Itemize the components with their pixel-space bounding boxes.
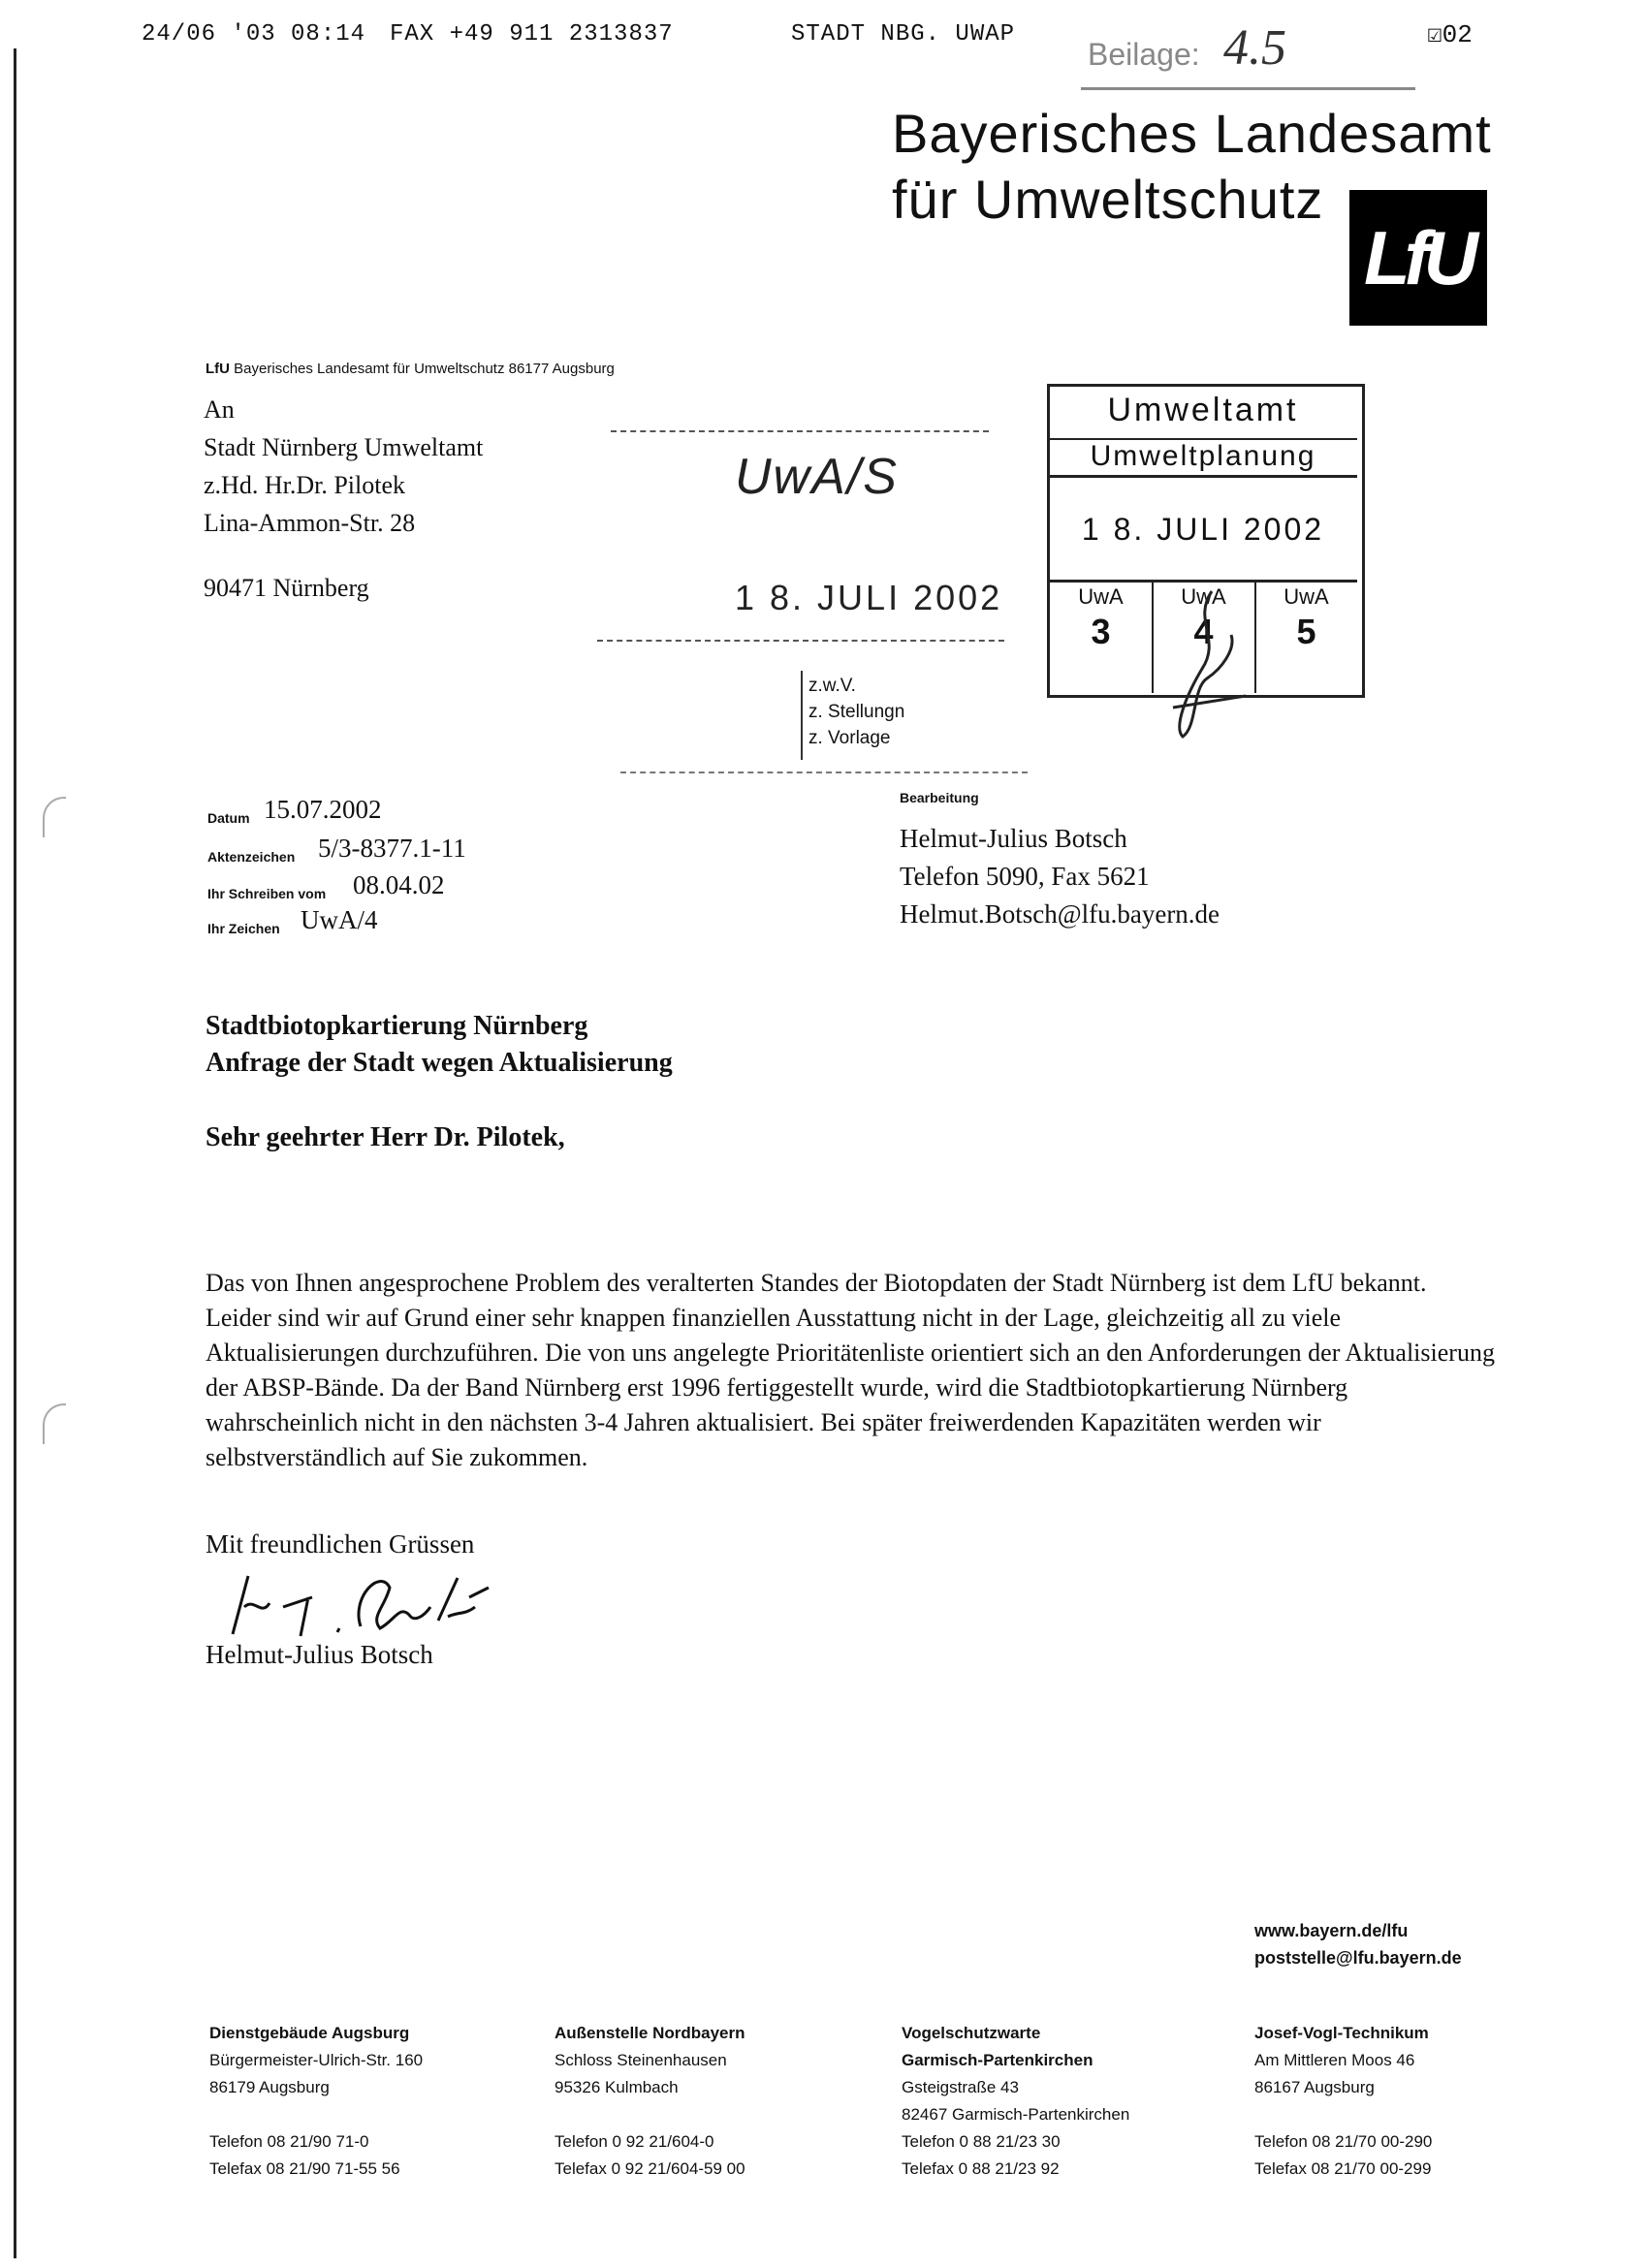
footer-column-tel: Telefon 0 92 21/604-0 [555,2132,714,2151]
umweltamt-stamp-title: Umweltamt [1107,392,1299,428]
punch-hole-mark [43,797,66,837]
signer-name: Helmut-Julius Botsch [206,1640,433,1669]
stamp-cell-number: 4 [1193,612,1214,651]
recipient-line: An [204,395,235,424]
aktenzeichen-label: Aktenzeichen [207,849,296,865]
routing-stellungnahme: z. Stellungn [808,702,905,722]
stamp-rule [620,772,1028,773]
footer-column-line: 95326 Kulmbach [555,2078,679,2096]
footer-column-line: Schloss Steinenhausen [555,2051,727,2069]
footer-column-fax: Telefax 0 92 21/604-59 00 [555,2159,745,2178]
subject-line1: Stadtbiotopkartierung Nürnberg [206,1011,588,1041]
return-address-abbr: LfU [206,361,230,377]
umweltamt-stamp-subtitle: Umweltplanung [1049,438,1357,478]
footer-column-tel: Telefon 0 88 21/23 30 [902,2132,1061,2151]
recipient-city: 90471 Nürnberg [204,574,369,602]
routing-vorlage: z. Vorlage [808,728,891,748]
page-number-text: 02 [1442,20,1473,49]
closing: Mit freundlichen Grüssen [206,1529,475,1559]
initials-handwriting [1154,582,1270,746]
subject-line2: Anfrage der Stadt wegen Aktualisierung [206,1048,673,1078]
return-address-text: Bayerisches Landesamt für Umweltschutz 86177 Augsburg [234,361,615,377]
ihr-zeichen-value: UwA/4 [301,905,378,934]
footer-column-title: Vogelschutzwarte [902,2024,1041,2042]
footer-column-line: Am Mittleren Moos 46 [1254,2051,1415,2069]
footer-column-title: Josef-Vogl-Technikum [1254,2024,1429,2042]
footer-column-fax: Telefax 08 21/90 71-55 56 [209,2159,400,2178]
return-address [206,361,615,377]
stamp-rule [597,640,1004,642]
footer-column-fax: Telefax 08 21/70 00-299 [1254,2159,1432,2178]
umweltamt-stamp-date: 1 8. JULI 2002 [1081,512,1325,547]
fax-number: FAX +49 911 2313837 [390,21,674,47]
letter-subject [206,1008,673,1082]
footer-column-line: Bürgermeister-Ulrich-Str. 160 [209,2051,424,2069]
stamp-cell-label: UwA [1181,584,1226,609]
stamp-cell-number: 3 [1091,612,1111,651]
stamp-rule [611,430,989,432]
footer-column-augsburg [209,2020,423,2183]
lfu-logo: LfU [1349,190,1487,326]
recipient-line: Stadt Nürnberg Umweltamt [204,433,484,461]
bearbeitung-label: Bearbeitung [900,790,979,805]
uwas-stamp: UwA/S [735,449,899,505]
footer-column-fax: Telefax 0 88 21/23 92 [902,2159,1060,2178]
footer-column-nordbayern [555,2020,745,2183]
footer-email: poststelle@lfu.bayern.de [1254,1948,1462,1968]
checkbox-icon: ☑ [1427,20,1442,49]
footer-column-line: 86179 Augsburg [209,2078,330,2096]
aktenzeichen-value: 5/3-8377.1-11 [318,834,466,863]
fax-sender-station: STADT NBG. UWAP [791,21,1016,47]
fax-page-number [1427,19,1473,49]
fax-date-time: 24/06 '03 08:14 [142,21,366,47]
footer-column-tel: Telefon 08 21/70 00-290 [1254,2132,1433,2151]
stamp-cell-uwa5 [1255,580,1357,693]
stamp-cell-number: 5 [1296,612,1316,651]
footer-column-line: 86167 Augsburg [1254,2078,1375,2096]
contact-phone: Telefon 5090, Fax 5621 [900,862,1150,891]
ihr-schreiben-label: Ihr Schreiben vom [207,886,327,901]
footer-web [1254,1917,1462,1971]
footer-column-vogelschutzwarte [902,2020,1129,2183]
agency-name-line2: für Umweltschutz [892,169,1324,230]
recipient-address [204,391,483,607]
recipient-line: z.Hd. Hr.Dr. Pilotek [204,471,405,499]
beilage-label: Beilage: [1088,37,1200,72]
contact-block [900,820,1220,933]
datum-label: Datum [207,810,250,826]
ihr-zeichen-label: Ihr Zeichen [207,921,280,936]
routing-zwv: z.w.V. [808,676,856,696]
uwas-stamp-date: 1 8. JULI 2002 [735,578,1003,617]
recipient-line: Lina-Ammon-Str. 28 [204,509,416,537]
footer-column-technikum [1254,2020,1432,2183]
page-edge-line [14,48,16,2258]
ihr-schreiben-value: 08.04.02 [353,870,445,899]
footer-column-tel: Telefon 08 21/90 71-0 [209,2132,369,2151]
stamp-cell-label: UwA [1078,584,1124,609]
footer-column-line: 82467 Garmisch-Partenkirchen [902,2105,1130,2124]
footer-column-title: Dienstgebäude Augsburg [209,2024,410,2042]
stamp-cell-uwa3 [1050,580,1154,693]
contact-name: Helmut-Julius Botsch [900,824,1127,853]
agency-name-line1: Bayerisches Landesamt [892,103,1492,164]
beilage-handwritten-value: 4.5 [1223,20,1286,76]
contact-email: Helmut.Botsch@lfu.bayern.de [900,899,1220,929]
footer-column-title: Außenstelle Nordbayern [555,2024,745,2042]
letter-body: Das von Ihnen angesprochene Problem des veralterten Standes der Biotopdaten der Stadt Nürnberg ist dem LfU bekannt. Leider sind wir auf Grund einer sehr knappen finanziellen Ausstattung nicht in der Lage, gleichzeitig all zu viele Aktualisierungen durchzuführen. Die von uns angelegte Prioritätenliste orientiert sich an den Anforderungen der Aktualisierung der ABSP-Bände. Da der Band Nürnberg erst 1996 fertiggestellt wurde, wird die Stadtbiotopkartierung Nürnberg wahrscheinlich nicht in den nächsten 3-4 Jahren aktualisiert. Bei später freiwerdenden Kapazitäten werden wir selbstverständlich auf Sie zukommen. [206,1269,1495,1471]
signature [215,1559,506,1646]
datum-value: 15.07.2002 [264,795,382,824]
punch-hole-mark [43,1403,66,1444]
footer-website: www.bayern.de/lfu [1254,1921,1409,1940]
stamp-cell-label: UwA [1284,584,1329,609]
footer-column-line: Gsteigstraße 43 [902,2078,1019,2096]
salutation: Sehr geehrter Herr Dr. Pilotek, [206,1122,565,1152]
footer-column-title2: Garmisch-Partenkirchen [902,2051,1093,2069]
